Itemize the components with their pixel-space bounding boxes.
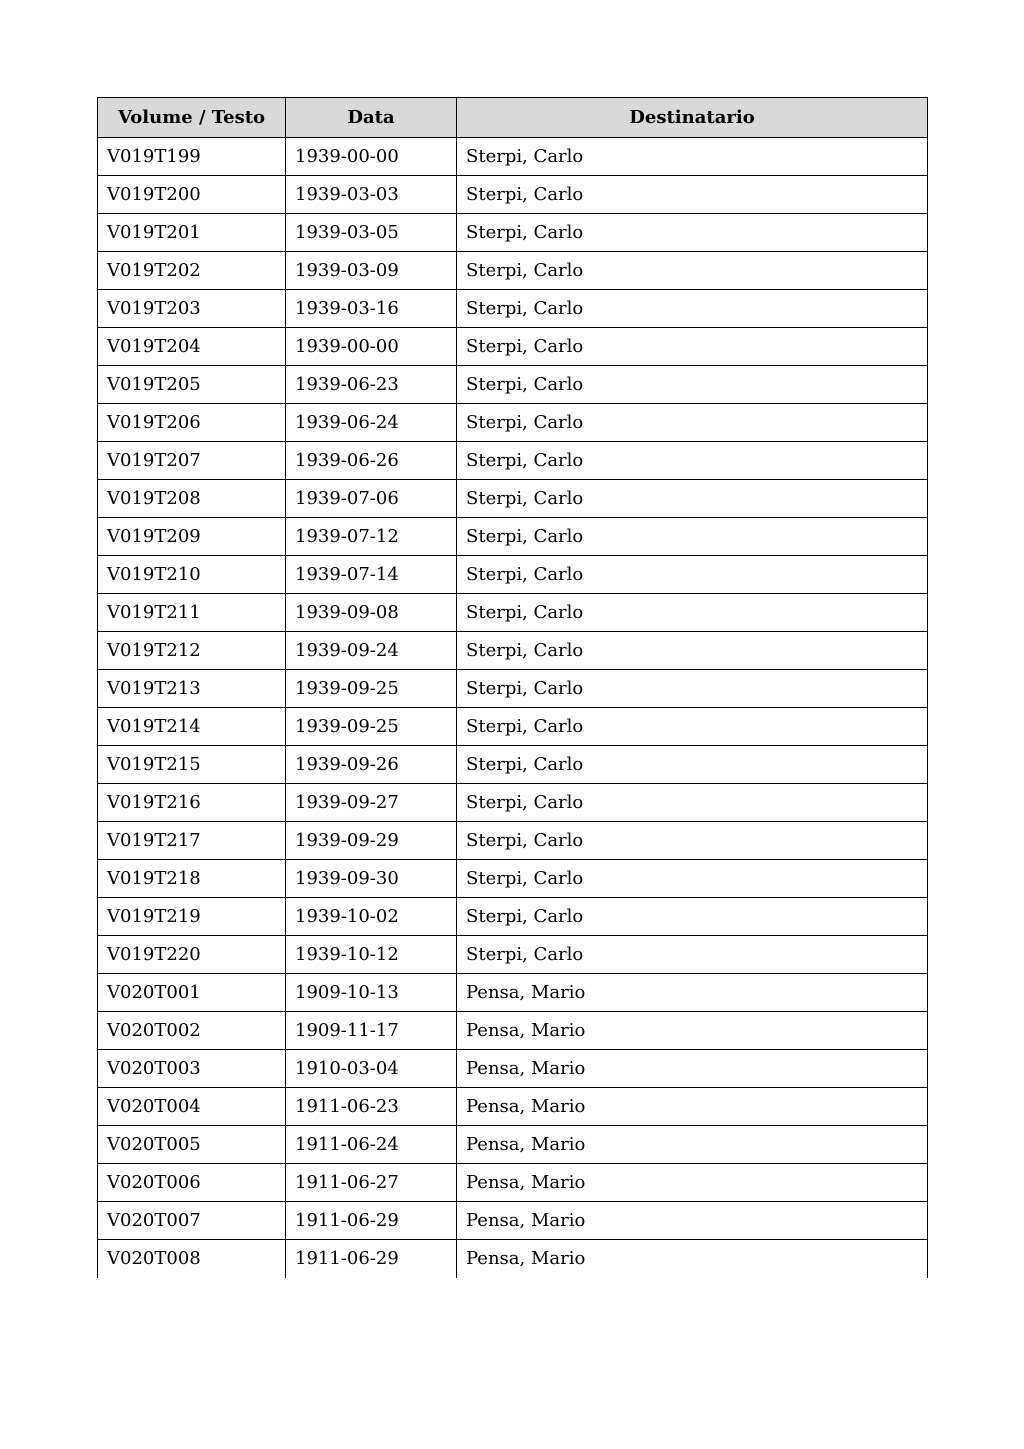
cell-data: 1939-03-03 [286,176,457,214]
cell-volume-testo: V019T215 [98,746,286,784]
cell-destinatario: Pensa, Mario [457,1126,928,1164]
table-row [98,898,928,936]
cell-volume-testo: V019T220 [98,936,286,974]
cell-destinatario: Pensa, Mario [457,1164,928,1202]
cell-destinatario: Sterpi, Carlo [457,290,928,328]
cell-data: 1939-09-29 [286,822,457,860]
cell-volume-testo: V019T201 [98,214,286,252]
table-row [98,1164,928,1202]
cell-volume-testo: V019T212 [98,632,286,670]
cell-data: 1939-06-23 [286,366,457,404]
cell-data: 1939-09-08 [286,594,457,632]
cell-destinatario: Sterpi, Carlo [457,328,928,366]
cell-data: 1939-00-00 [286,138,457,176]
cell-data: 1939-09-25 [286,708,457,746]
cell-destinatario: Sterpi, Carlo [457,822,928,860]
table-row [98,594,928,632]
cell-volume-testo: V019T216 [98,784,286,822]
table-row [98,632,928,670]
cell-data: 1911-06-27 [286,1164,457,1202]
cell-destinatario: Sterpi, Carlo [457,746,928,784]
cell-data: 1939-06-24 [286,404,457,442]
cell-destinatario: Sterpi, Carlo [457,252,928,290]
cell-destinatario: Sterpi, Carlo [457,556,928,594]
cell-volume-testo: V019T217 [98,822,286,860]
cell-data: 1939-07-12 [286,518,457,556]
cell-volume-testo: V019T210 [98,556,286,594]
cell-volume-testo: V019T203 [98,290,286,328]
table-row [98,518,928,556]
table-row [98,176,928,214]
table-header [98,98,928,138]
table-row [98,784,928,822]
cell-destinatario: Sterpi, Carlo [457,594,928,632]
table-row [98,746,928,784]
table-row [98,1088,928,1126]
table-row [98,1202,928,1240]
cell-destinatario: Sterpi, Carlo [457,860,928,898]
table-row [98,366,928,404]
cell-volume-testo: V020T003 [98,1050,286,1088]
cell-destinatario: Sterpi, Carlo [457,442,928,480]
cell-volume-testo: V020T006 [98,1164,286,1202]
cell-destinatario: Sterpi, Carlo [457,404,928,442]
cell-destinatario: Sterpi, Carlo [457,784,928,822]
table-row [98,708,928,746]
cell-destinatario: Pensa, Mario [457,1088,928,1126]
cell-data: 1939-09-25 [286,670,457,708]
cell-destinatario: Sterpi, Carlo [457,366,928,404]
cell-data: 1939-09-30 [286,860,457,898]
cell-volume-testo: V019T209 [98,518,286,556]
cell-volume-testo: V020T007 [98,1202,286,1240]
cell-data: 1939-06-26 [286,442,457,480]
cell-destinatario: Sterpi, Carlo [457,632,928,670]
cell-destinatario: Sterpi, Carlo [457,480,928,518]
cell-data: 1939-09-26 [286,746,457,784]
header-volume-testo: Volume / Testo [98,98,286,138]
cell-volume-testo: V019T200 [98,176,286,214]
header-data: Data [286,98,457,138]
table-row [98,328,928,366]
cell-destinatario: Sterpi, Carlo [457,898,928,936]
cell-destinatario: Sterpi, Carlo [457,176,928,214]
cell-volume-testo: V019T202 [98,252,286,290]
cell-data: 1911-06-29 [286,1240,457,1278]
cell-data: 1911-06-24 [286,1126,457,1164]
cell-volume-testo: V019T204 [98,328,286,366]
header-destinatario: Destinatario [457,98,928,138]
cell-data: 1911-06-29 [286,1202,457,1240]
cell-volume-testo: V020T004 [98,1088,286,1126]
cell-volume-testo: V019T206 [98,404,286,442]
cell-data: 1911-06-23 [286,1088,457,1126]
cell-volume-testo: V019T199 [98,138,286,176]
cell-volume-testo: V019T219 [98,898,286,936]
cell-data: 1939-03-05 [286,214,457,252]
table-row [98,936,928,974]
cell-destinatario: Sterpi, Carlo [457,936,928,974]
cell-data: 1939-10-02 [286,898,457,936]
table-row [98,214,928,252]
cell-data: 1939-03-16 [286,290,457,328]
cell-data: 1939-10-12 [286,936,457,974]
cell-destinatario: Sterpi, Carlo [457,670,928,708]
cell-destinatario: Sterpi, Carlo [457,138,928,176]
table-row [98,1240,928,1278]
letters-table [97,97,928,1278]
table-row [98,822,928,860]
cell-volume-testo: V020T001 [98,974,286,1012]
cell-volume-testo: V020T008 [98,1240,286,1278]
table-row [98,670,928,708]
cell-destinatario: Sterpi, Carlo [457,708,928,746]
cell-data: 1939-09-24 [286,632,457,670]
cell-destinatario: Sterpi, Carlo [457,518,928,556]
cell-destinatario: Pensa, Mario [457,1012,928,1050]
table-body [98,138,928,1278]
cell-data: 1939-03-09 [286,252,457,290]
cell-volume-testo: V019T208 [98,480,286,518]
cell-destinatario: Pensa, Mario [457,1050,928,1088]
cell-volume-testo: V019T213 [98,670,286,708]
cell-data: 1909-10-13 [286,974,457,1012]
table-row [98,1012,928,1050]
cell-data: 1909-11-17 [286,1012,457,1050]
table-row [98,556,928,594]
table-row [98,480,928,518]
header-row [98,98,928,138]
cell-volume-testo: V019T214 [98,708,286,746]
table-row [98,1126,928,1164]
table-row [98,1050,928,1088]
cell-data: 1939-00-00 [286,328,457,366]
table-row [98,404,928,442]
table-row [98,290,928,328]
cell-volume-testo: V020T005 [98,1126,286,1164]
cell-volume-testo: V019T207 [98,442,286,480]
cell-volume-testo: V019T218 [98,860,286,898]
cell-data: 1910-03-04 [286,1050,457,1088]
cell-volume-testo: V019T205 [98,366,286,404]
cell-volume-testo: V020T002 [98,1012,286,1050]
cell-data: 1939-07-06 [286,480,457,518]
cell-data: 1939-07-14 [286,556,457,594]
cell-destinatario: Pensa, Mario [457,1240,928,1278]
table-row [98,860,928,898]
table-row [98,252,928,290]
cell-destinatario: Pensa, Mario [457,1202,928,1240]
table-row [98,138,928,176]
cell-volume-testo: V019T211 [98,594,286,632]
table-row [98,974,928,1012]
cell-destinatario: Pensa, Mario [457,974,928,1012]
table-row [98,442,928,480]
cell-data: 1939-09-27 [286,784,457,822]
cell-destinatario: Sterpi, Carlo [457,214,928,252]
